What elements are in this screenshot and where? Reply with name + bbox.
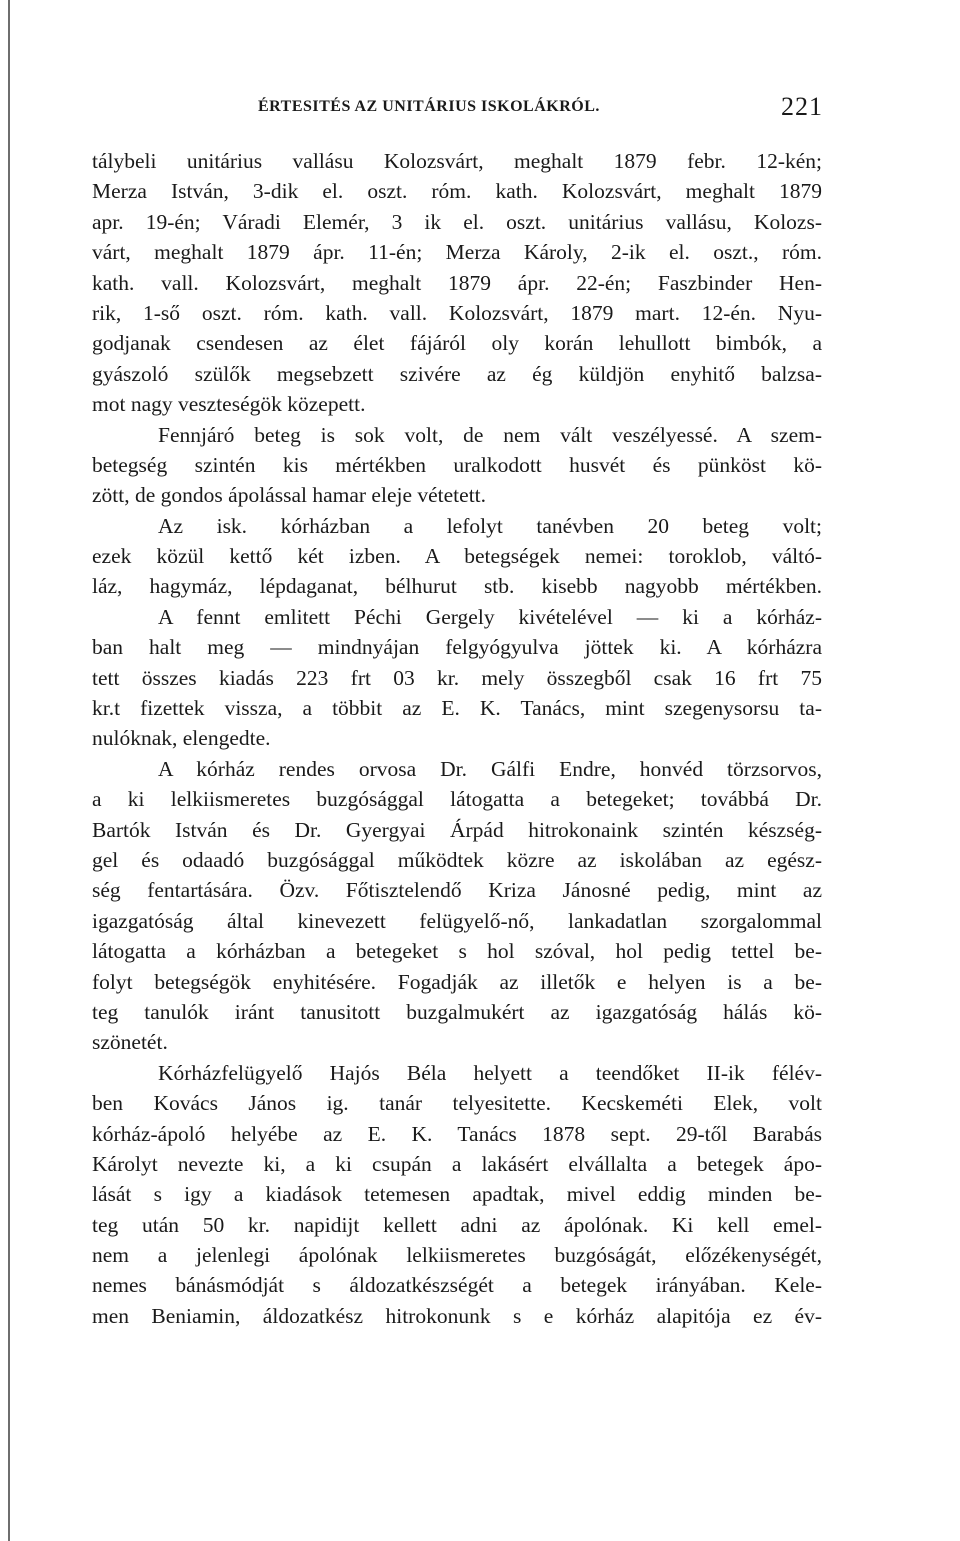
text-line: szönetét.: [92, 1030, 168, 1055]
text-line: betegség szintén kis mértékben uralkodott husvét és pünköst kö-: [92, 452, 822, 477]
text-line: Fennjáró beteg is sok volt, de nem vált veszélyessé. A szem-: [158, 422, 822, 447]
page-number: 221: [781, 92, 823, 121]
text-line: A fennt emlitett Péchi Gergely kivételével — ki a kórház-: [158, 604, 822, 629]
text-line: teg után 50 kr. napidijt kellett adni az ápolónak. Ki kell emel-: [92, 1212, 822, 1237]
text-line: ban halt meg — mindnyájan felgyógyulva jöttek ki. A kórházra: [92, 635, 822, 660]
text-line: Károlyt nevezte ki, a ki csupán a lakásért elvállalta a betegek ápo-: [92, 1151, 822, 1176]
text-line: lását s igy a kiadások tetemesen apadtak, mivel eddig minden be-: [92, 1182, 822, 1207]
text-line: tett összes kiadás 223 frt 03 kr. mely összegből csak 16 frt 75: [92, 665, 822, 690]
text-line: tálybeli unitárius vallásu Kolozsvárt, meghalt 1879 febr. 12-kén;: [92, 149, 822, 173]
text-line: láz, hagymáz, lépdaganat, bélhurut stb. kisebb nagyobb mértékben.: [92, 574, 822, 599]
text-line: ben Kovács János ig. tanár telyesitette. Kecskeméti Elek, volt: [92, 1091, 822, 1116]
text-line: gyászoló szülők megsebzett szivére az ég küldjön enyhitő balzsa-: [92, 361, 822, 386]
text-line: Merza István, 3-dik el. oszt. róm. kath. Kolozsvárt, meghalt 1879: [92, 179, 822, 204]
text-line: A kórház rendes orvosa Dr. Gálfi Endre, honvéd törzsorvos,: [158, 756, 822, 781]
text-line: látogatta a kórházban a betegeket s hol szóval, hol pedig tettel be-: [92, 939, 822, 964]
text-line: nulóknak, elengedte.: [92, 726, 271, 751]
text-line: gel és odaadó buzgósággal működtek közre az iskolában az egész-: [92, 847, 822, 872]
text-line: kath. vall. Kolozsvárt, meghalt 1879 ápr. 22-én; Faszbinder Hen-: [92, 270, 822, 295]
text-line: Kórházfelügyelő Hajós Béla helyett a teendőket II-ik félév-: [158, 1060, 822, 1085]
text-line: Bartók István és Dr. Gyergyai Árpád hitrokonaink szintén készség-: [92, 817, 822, 842]
text-line: ség fentartására. Özv. Főtisztelendő Kriza Jánosné pedig, mint az: [92, 878, 822, 903]
text-line: rik, 1-ső oszt. róm. kath. vall. Kolozsvárt, 1879 mart. 12-én. Nyu-: [92, 300, 822, 325]
text-line: apr. 19-én; Váradi Elemér, 3 ik el. oszt. unitárius vallásu, Kolozs-: [92, 209, 822, 234]
text-line: men Beniamin, áldozatkész hitrokonunk s e kórház alapitója ez év-: [92, 1303, 822, 1328]
page-edge-rule: [8, 0, 10, 1541]
text-line: zött, de gondos ápolással hamar eleje vétetett.: [92, 483, 487, 508]
text-line: folyt betegségök enyhitésére. Fogadják az illetők e helyen is a be-: [92, 969, 822, 994]
text-line: nemes bánásmódját s áldozatkészségét a betegek irányában. Kele-: [92, 1273, 822, 1298]
body-text: [92, 146, 822, 1331]
text-line: mot nagy veszteségök közepett.: [92, 392, 366, 417]
header-title: ÉRTESITÉS AZ UNITÁRIUS ISKOLÁKRÓL.: [258, 98, 600, 115]
text-line: Az isk. kórházban a lefolyt tanévben 20 beteg volt;: [158, 513, 822, 538]
text-line: godjanak csendesen az élet fájáról oly korán lehullott bimbók, a: [92, 331, 822, 356]
text-line: teg tanulók iránt tanusitott buzgalmukért az igazgatóság hálás kö-: [92, 999, 822, 1024]
running-header: [258, 92, 823, 128]
text-line: várt, meghalt 1879 ápr. 11-én; Merza Károly, 2-ik el. oszt., róm.: [92, 240, 822, 265]
text-line: kórház-ápoló helyébe az E. K. Tanács 1878 sept. 29-től Barabás: [92, 1121, 822, 1146]
text-line: ezek közül kettő két izben. A betegségek nemei: toroklob, váltó-: [92, 544, 822, 569]
text-line: a ki lelkiismeretes buzgósággal látogatta a betegeket; továbbá Dr.: [92, 787, 822, 812]
text-line: nem a jelenlegi ápolónak lelkiismeretes buzgóságát, előzékenységét,: [92, 1243, 822, 1268]
text-line: igazgatóság által kinevezett felügyelő-nő, lankadatlan szorgalommal: [92, 908, 822, 933]
text-line: kr.t fizettek vissza, a többit az E. K. Tanács, mint szegenysorsu ta-: [92, 696, 822, 721]
